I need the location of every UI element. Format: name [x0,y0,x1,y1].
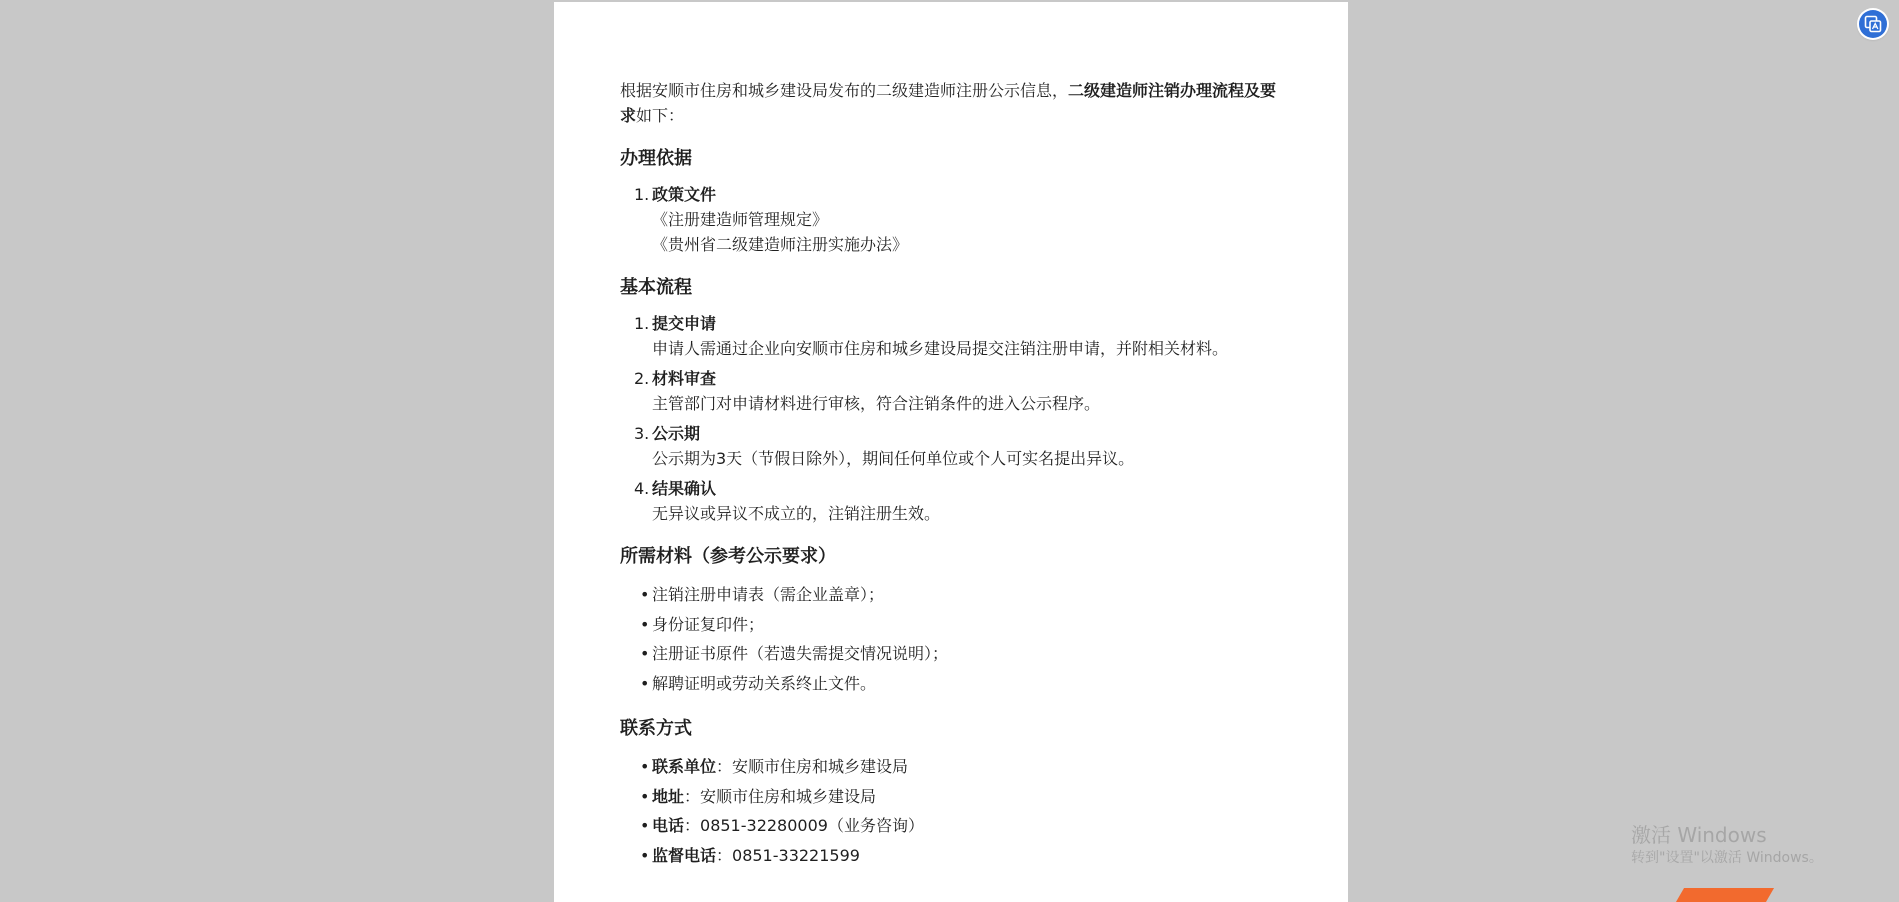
list-number: 1. [634,314,650,333]
contact-value: ：0851-32280009（业务咨询） [684,816,924,835]
contact-label: 监督电话 [652,845,717,865]
list-item [620,580,1282,610]
bullet: • [640,816,650,835]
intro-suffix-text: 如下： [636,106,685,125]
section-heading-basis: 办理依据 [620,148,692,169]
list-number: 2. [634,369,650,388]
item-text: 解聘证明或劳动关系终止文件。 [652,673,877,693]
contact-value: ：0851-33221599 [716,845,860,865]
contact-label: 地址 [652,786,685,806]
basis-list [620,182,1282,257]
item-text: 《贵州省二级建造师注册实施办法》 [652,235,909,254]
list-item [620,752,1282,782]
list-item [620,782,1282,812]
item-title: 公示期 [652,424,701,443]
list-item [620,311,1282,361]
item-text: 申请人需通过企业向安顺市住房和城乡建设局提交注销注册申请，并附相关材料。 [652,339,1229,358]
list-number: 4. [634,479,650,498]
item-text: 主管部门对申请材料进行审核，符合注销条件的进入公示程序。 [652,394,1101,413]
orange-corner-decoration [1676,888,1774,902]
bullet: • [640,644,650,663]
windows-activation-watermark [1631,822,1823,868]
document-page [554,2,1348,902]
item-title: 政策文件 [652,185,717,204]
bullet: • [640,614,650,634]
item-text: 注销注册申请表（需企业盖章）； [652,585,885,604]
section-heading-materials: 所需材料（参考公示要求） [620,546,836,567]
list-item [620,669,1282,699]
item-title: 提交申请 [652,314,717,333]
translate-icon [1864,15,1882,33]
watermark-title: 激活 Windows [1631,823,1767,847]
contact-value: ：安顺市住房和城乡建设局 [716,757,909,776]
list-item [620,476,1282,526]
contact-list [620,752,1282,870]
list-item [620,841,1282,871]
materials-list [620,580,1282,698]
list-item [620,182,1282,257]
bullet: • [640,845,650,865]
bullet: • [640,673,650,693]
intro-bold-text: 二级建造师注销办理流程及要求 [620,81,1277,125]
section-heading-contact: 联系方式 [620,718,692,739]
section-heading-process: 基本流程 [620,277,692,298]
list-number: 1. [634,185,650,204]
list-item [620,366,1282,416]
bullet: • [640,585,650,604]
item-title: 结果确认 [652,479,717,498]
contact-label: 联系单位 [652,757,717,776]
item-text: 注册证书原件（若遗失需提交情况说明）； [652,644,949,663]
contact-value: ：安顺市住房和城乡建设局 [684,786,877,806]
list-item [620,811,1282,841]
watermark-subtitle: 转到"设置"以激活 Windows。 [1631,850,1823,866]
list-item [620,639,1282,669]
list-item [620,610,1282,640]
item-text: 身份证复印件； [652,614,765,634]
bullet: • [640,786,650,806]
intro-text: 根据安顺市住房和城乡建设局发布的二级建造师注册公示信息， [620,81,1069,100]
translate-button[interactable] [1859,10,1887,38]
bullet: • [640,757,650,776]
list-number: 3. [634,424,650,443]
intro-paragraph [620,78,1282,128]
item-text: 公示期为3天（节假日除外），期间任何单位或个人可实名提出异议。 [652,449,1135,468]
contact-label: 电话 [652,816,685,835]
list-item [620,421,1282,471]
item-text: 无异议或异议不成立的，注销注册生效。 [652,504,941,523]
item-text: 《注册建造师管理规定》 [652,210,829,229]
item-title: 材料审查 [652,369,717,388]
process-list [620,311,1282,526]
